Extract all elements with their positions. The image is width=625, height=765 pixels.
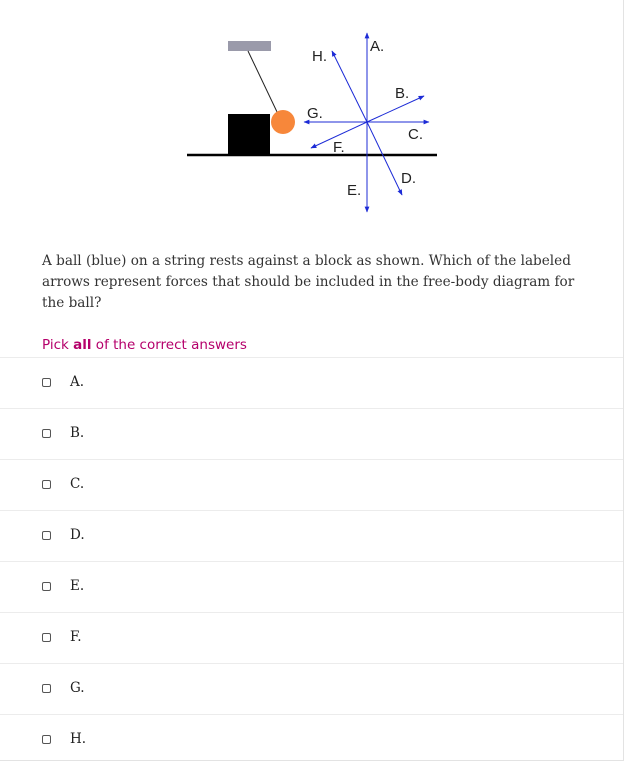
option-h[interactable] [0, 714, 623, 765]
string [248, 51, 278, 114]
checkbox[interactable] [42, 684, 51, 693]
label-b: B. [395, 85, 410, 102]
option-label: F. [70, 629, 82, 645]
label-f: F. [333, 139, 345, 156]
answer-options [0, 357, 623, 765]
physics-figure [180, 28, 450, 218]
option-a[interactable] [0, 357, 623, 408]
instruction-suffix: of the correct answers [91, 337, 247, 353]
option-label: B. [70, 425, 85, 441]
option-b[interactable] [0, 408, 623, 459]
option-label: C. [70, 476, 85, 492]
arrow-d [367, 122, 402, 195]
ceiling-bar [228, 41, 271, 51]
label-d: D. [401, 170, 416, 187]
option-e[interactable] [0, 561, 623, 612]
checkbox[interactable] [42, 633, 51, 642]
checkbox[interactable] [42, 480, 51, 489]
option-label: E. [70, 578, 85, 594]
option-d[interactable] [0, 510, 623, 561]
option-label: H. [70, 731, 87, 747]
block [228, 114, 270, 155]
label-g: G. [307, 105, 323, 122]
checkbox[interactable] [42, 378, 51, 387]
label-h: H. [312, 48, 327, 65]
question-text: A ball (blue) on a string rests against a block as shown. Which of the labeled arrows represent forces that should be included in the free-body diagram for the ball? [42, 253, 575, 311]
label-a: A. [370, 38, 385, 55]
instruction [42, 337, 247, 353]
arrow-h [332, 51, 367, 122]
option-label: D. [70, 527, 85, 543]
checkbox[interactable] [42, 531, 51, 540]
option-f[interactable] [0, 612, 623, 663]
option-label: G. [70, 680, 85, 696]
ball [271, 110, 295, 134]
label-c: C. [408, 126, 423, 143]
label-e: E. [347, 182, 362, 199]
instruction-emphasis: all [73, 337, 92, 353]
option-g[interactable] [0, 663, 623, 714]
instruction-prefix: Pick [42, 337, 74, 353]
checkbox[interactable] [42, 735, 51, 744]
option-label: A. [70, 374, 85, 390]
checkbox[interactable] [42, 582, 51, 591]
checkbox[interactable] [42, 429, 51, 438]
option-c[interactable] [0, 459, 623, 510]
